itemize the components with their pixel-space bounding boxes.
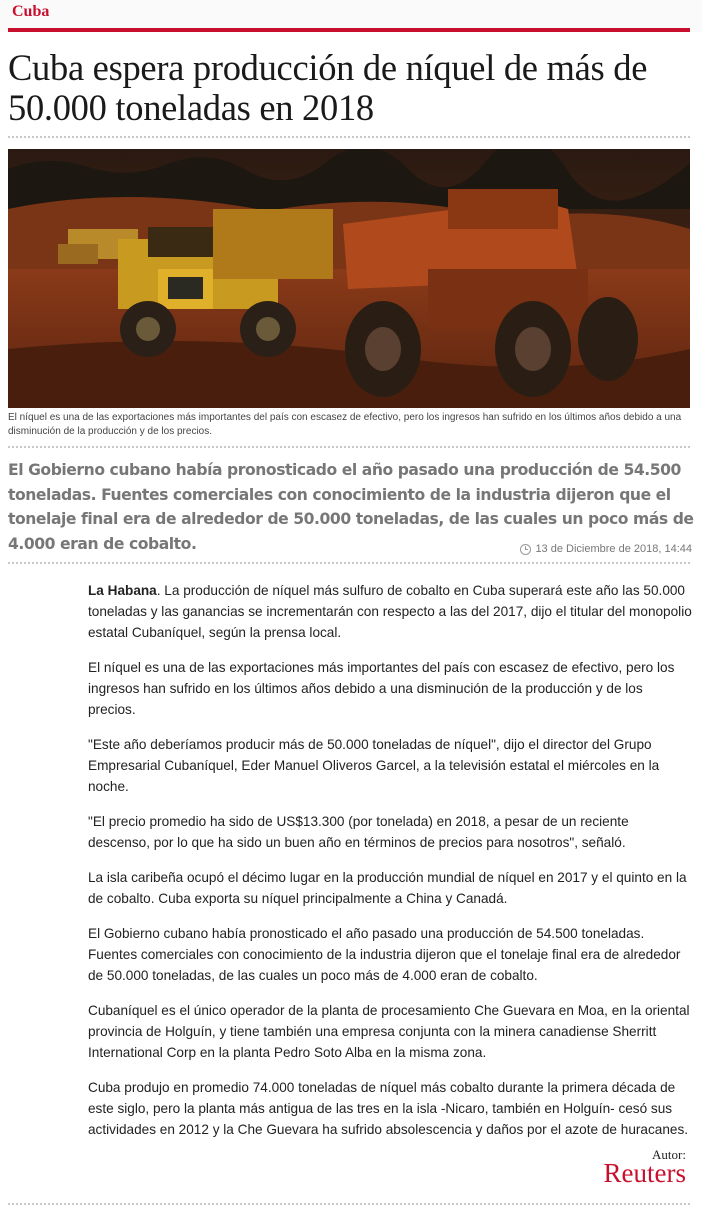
paragraph-5: La isla caribeña ocupó el décimo lugar en la producción mundial de níquel en 2017 y el quinto en la de cobalto. Cuba exporta su níquel principalmente a China y Canadá. (88, 870, 687, 906)
paragraph-7: Cubaníquel es el único operador de la planta de procesamiento Che Guevara en Moa, en la oriental provincia de Holguín, y tiene también una empresa conjunta con la minera canadiense Sherritt International Corp en la planta Pedro Soto Alba en la misma zona. (88, 1003, 690, 1060)
paragraph-4: "El precio promedio ha sido de US$13.300 (por tonelada) en 2018, a pesar de un reciente descenso, por lo que ha sido un buen año en términos de precios para nosotros", señaló. (88, 814, 629, 850)
caption-divider (8, 446, 690, 448)
article-body (88, 580, 694, 1154)
footer-divider (8, 1203, 690, 1205)
paragraph-1-text: . La producción de níquel más sulfuro de cobalto en Cuba superará este año las 50.000 toneladas y las ganancias se incrementarán con respecto a las del 2017, dijo el titular del monopolio estatal Cubaníquel, según la prensa local. (88, 583, 692, 640)
dateline: La Habana (88, 583, 157, 598)
paragraph-8: Cuba produjo en promedio 74.000 toneladas de níquel más cobalto durante la primera década de este siglo, pero la planta más antigua de las tres en la isla -Nicaro, también en Holguín- cesó sus actividades en 2012 y la Che Guevara ha sufrido absolescencia y daños por el azote de huracanes. (88, 1080, 689, 1137)
article-headline: Cuba espera producción de níquel de más de 50.000 toneladas en 2018 (8, 47, 648, 128)
paragraph-1 (88, 580, 694, 643)
author-link[interactable]: Reuters (603, 1158, 686, 1188)
section-link-cuba[interactable]: Cuba (12, 3, 50, 20)
clock-icon (520, 544, 531, 555)
paragraph-6: El Gobierno cubano había pronosticado el año pasado una producción de 54.500 toneladas. Fuentes comerciales con conocimiento de la industria dijeron que el tonelaje final era de alrededor de 50.000 toneladas, de las cuales un poco más de 4.000 eran de cobalto. (88, 926, 681, 983)
publish-timestamp (520, 543, 692, 555)
article-lead: El Gobierno cubano había pronosticado el año pasado una producción de 54.500 toneladas. Fuentes comerciales con conocimiento de la industria dijeron que el tonelaje final era de alrededor de 50.000 toneladas, de las cuales un poco más de 4.000 eran de cobalto. (8, 461, 694, 553)
article-photo (8, 149, 690, 408)
headline-divider (8, 136, 690, 138)
author-label: Autor: (652, 1147, 686, 1162)
section-divider (8, 28, 690, 32)
timestamp-text: 13 de Diciembre de 2018, 14:44 (535, 543, 692, 555)
image-caption: El níquel es una de las exportaciones más importantes del país con escasez de efectivo, pero los ingresos han sufrido en los últimos años debido a una disminución de la producción y de los precios. (8, 412, 682, 437)
lead-divider (8, 562, 690, 564)
paragraph-2: El níquel es una de las exportaciones más importantes del país con escasez de efectivo, pero los ingresos han sufrido en los últimos años debido a una disminución de la producción y de los precios. (88, 660, 675, 717)
paragraph-3: "Este año deberíamos producir más de 50.000 toneladas de níquel", dijo el director del Grupo Empresarial Cubaníquel, Eder Manuel Oliveros Garcel, a la televisión estatal el miércoles en la noche. (88, 737, 660, 794)
